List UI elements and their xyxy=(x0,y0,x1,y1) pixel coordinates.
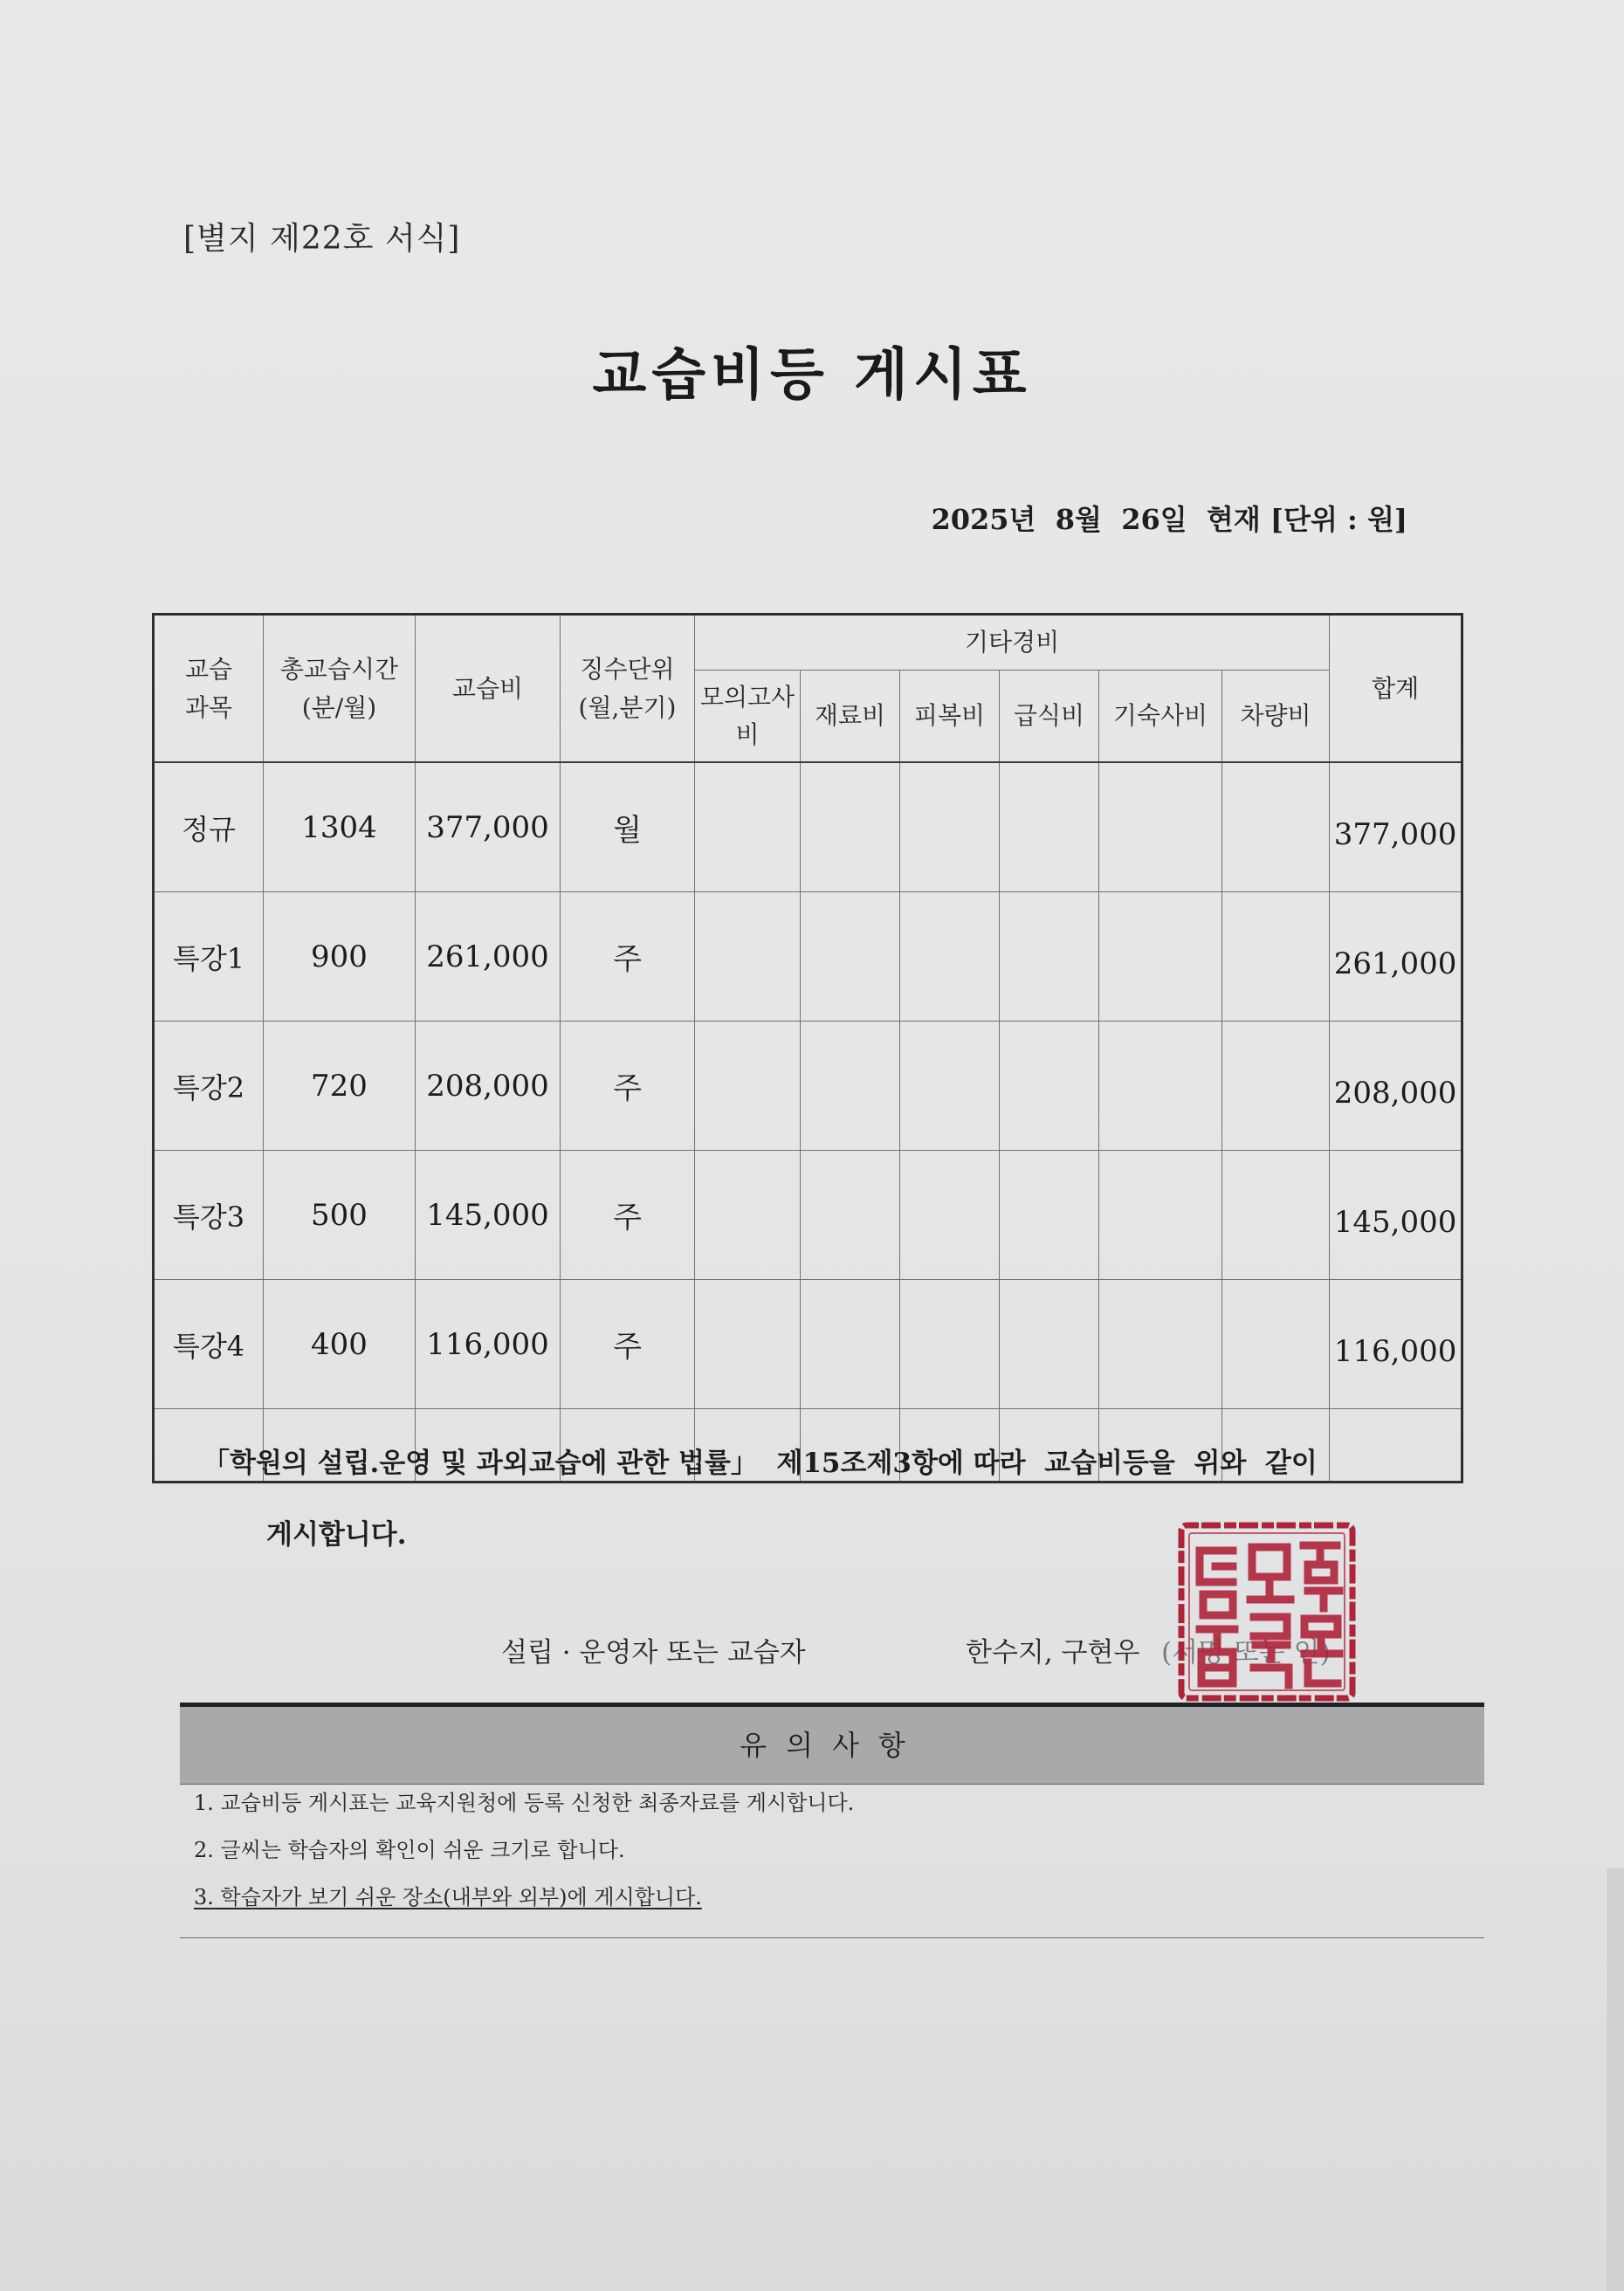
header-meals: 급식비 xyxy=(1000,671,1099,763)
cell-tuition: 261,000 xyxy=(416,892,561,1022)
table-row xyxy=(154,1022,1462,1151)
cell-tuition: 145,000 xyxy=(416,1151,561,1280)
page-title: 교습비등 게시표 xyxy=(592,342,1032,408)
cell-meals xyxy=(1000,1151,1099,1280)
cell-total: 208,000 xyxy=(1330,1022,1462,1151)
cell-mock-exam xyxy=(695,1022,801,1151)
date-unit-line: 2025년 8월 26일 현재 [단위 : 원] xyxy=(931,503,1407,536)
cell-unit: 월 xyxy=(561,762,695,892)
table-row xyxy=(154,892,1462,1022)
cell-mock-exam xyxy=(695,1280,801,1409)
sign-note: (서명 또는 인) xyxy=(1161,1637,1331,1668)
cell-uniform xyxy=(900,892,1000,1022)
cell-mock-exam xyxy=(695,892,801,1022)
cell-total: 116,000 xyxy=(1330,1280,1462,1409)
cell-subject: 특강1 xyxy=(154,892,264,1022)
cell-mock-exam xyxy=(695,1151,801,1280)
cell-vehicle xyxy=(1222,762,1330,892)
cell-meals xyxy=(1000,1022,1099,1151)
cautions-heading: 유의사항 xyxy=(180,1703,1484,1785)
caution-item: 2. 글씨는 학습자의 확인이 쉬운 크기로 합니다. xyxy=(194,1838,625,1862)
header-total: 합계 xyxy=(1330,615,1462,763)
cell-unit: 주 xyxy=(561,1022,695,1151)
bottom-divider xyxy=(180,1937,1484,1938)
tuition-table xyxy=(152,613,1463,1483)
form-label: [별지 제22호 서식] xyxy=(183,221,461,257)
cell-meals xyxy=(1000,1280,1099,1409)
cell-hours: 500 xyxy=(264,1151,416,1280)
caution-item: 3. 학습자가 보기 쉬운 장소(내부와 외부)에 게시합니다. xyxy=(194,1885,702,1909)
header-vehicle: 차량비 xyxy=(1222,671,1330,763)
cell-tuition: 116,000 xyxy=(416,1280,561,1409)
cell-vehicle xyxy=(1222,1151,1330,1280)
cell-vehicle xyxy=(1222,892,1330,1022)
cell-dormitory xyxy=(1099,1280,1222,1409)
red-seal-stamp xyxy=(1177,1521,1357,1703)
cell-dormitory xyxy=(1099,892,1222,1022)
header-uniform: 피복비 xyxy=(900,671,1000,763)
cell-mock-exam xyxy=(695,762,801,892)
cell-meals xyxy=(1000,762,1099,892)
cell-unit: 주 xyxy=(561,892,695,1022)
signer-name: 한수지, 구현우 xyxy=(966,1637,1140,1668)
cell-total: 377,000 xyxy=(1330,762,1462,892)
header-total-hours: 총교습시간 (분/월) xyxy=(264,615,416,763)
cell-dormitory xyxy=(1099,762,1222,892)
cell-hours: 720 xyxy=(264,1022,416,1151)
cell-total: 145,000 xyxy=(1330,1151,1462,1280)
cell-hours: 400 xyxy=(264,1280,416,1409)
cell-uniform xyxy=(900,1022,1000,1151)
cell-hours: 1304 xyxy=(264,762,416,892)
header-materials: 재료비 xyxy=(801,671,900,763)
page-edge xyxy=(1607,1868,1624,2291)
cell-subject: 특강4 xyxy=(154,1280,264,1409)
cell-uniform xyxy=(900,1151,1000,1280)
notice-text-line1: 「학원의 설립.운영 및 과외교습에 관한 법률」 제15조제3항에 따라 교습비등을 위와 같이 xyxy=(203,1448,1318,1479)
header-tuition: 교습비 xyxy=(416,615,561,763)
table-row xyxy=(154,1151,1462,1280)
cell-hours: 900 xyxy=(264,892,416,1022)
cell-materials xyxy=(801,1151,900,1280)
header-mock-exam: 모의고사 비 xyxy=(695,671,801,763)
cell-vehicle xyxy=(1222,1280,1330,1409)
cell-subject: 특강3 xyxy=(154,1151,264,1280)
cell-materials xyxy=(801,892,900,1022)
cell-dormitory xyxy=(1099,1022,1222,1151)
cell-tuition: 208,000 xyxy=(416,1022,561,1151)
cell-dormitory xyxy=(1099,1151,1222,1280)
cell-total: 261,000 xyxy=(1330,892,1462,1022)
cell-meals xyxy=(1000,892,1099,1022)
table-row xyxy=(154,762,1462,892)
cell-vehicle xyxy=(1222,1022,1330,1151)
cell-materials xyxy=(801,1022,900,1151)
header-subject: 교습 과목 xyxy=(154,615,264,763)
header-other-costs: 기타경비 xyxy=(695,615,1330,671)
header-billing-unit: 징수단위 (월,분기) xyxy=(561,615,695,763)
cell-materials xyxy=(801,762,900,892)
cell-subject: 정규 xyxy=(154,762,264,892)
notice-text-line2: 게시합니다. xyxy=(266,1519,407,1551)
signer-role: 설립 · 운영자 또는 교습자 xyxy=(501,1637,806,1668)
cell-uniform xyxy=(900,762,1000,892)
cell-materials xyxy=(801,1280,900,1409)
cell-tuition: 377,000 xyxy=(416,762,561,892)
caution-item: 1. 교습비등 게시표는 교육지원청에 등록 신청한 최종자료를 게시합니다. xyxy=(194,1791,855,1815)
cell-unit: 주 xyxy=(561,1280,695,1409)
cell-unit: 주 xyxy=(561,1151,695,1280)
table-row xyxy=(154,1280,1462,1409)
cell-uniform xyxy=(900,1280,1000,1409)
cell-subject: 특강2 xyxy=(154,1022,264,1151)
cautions-list xyxy=(194,1788,854,1930)
header-dormitory: 기숙사비 xyxy=(1099,671,1222,763)
